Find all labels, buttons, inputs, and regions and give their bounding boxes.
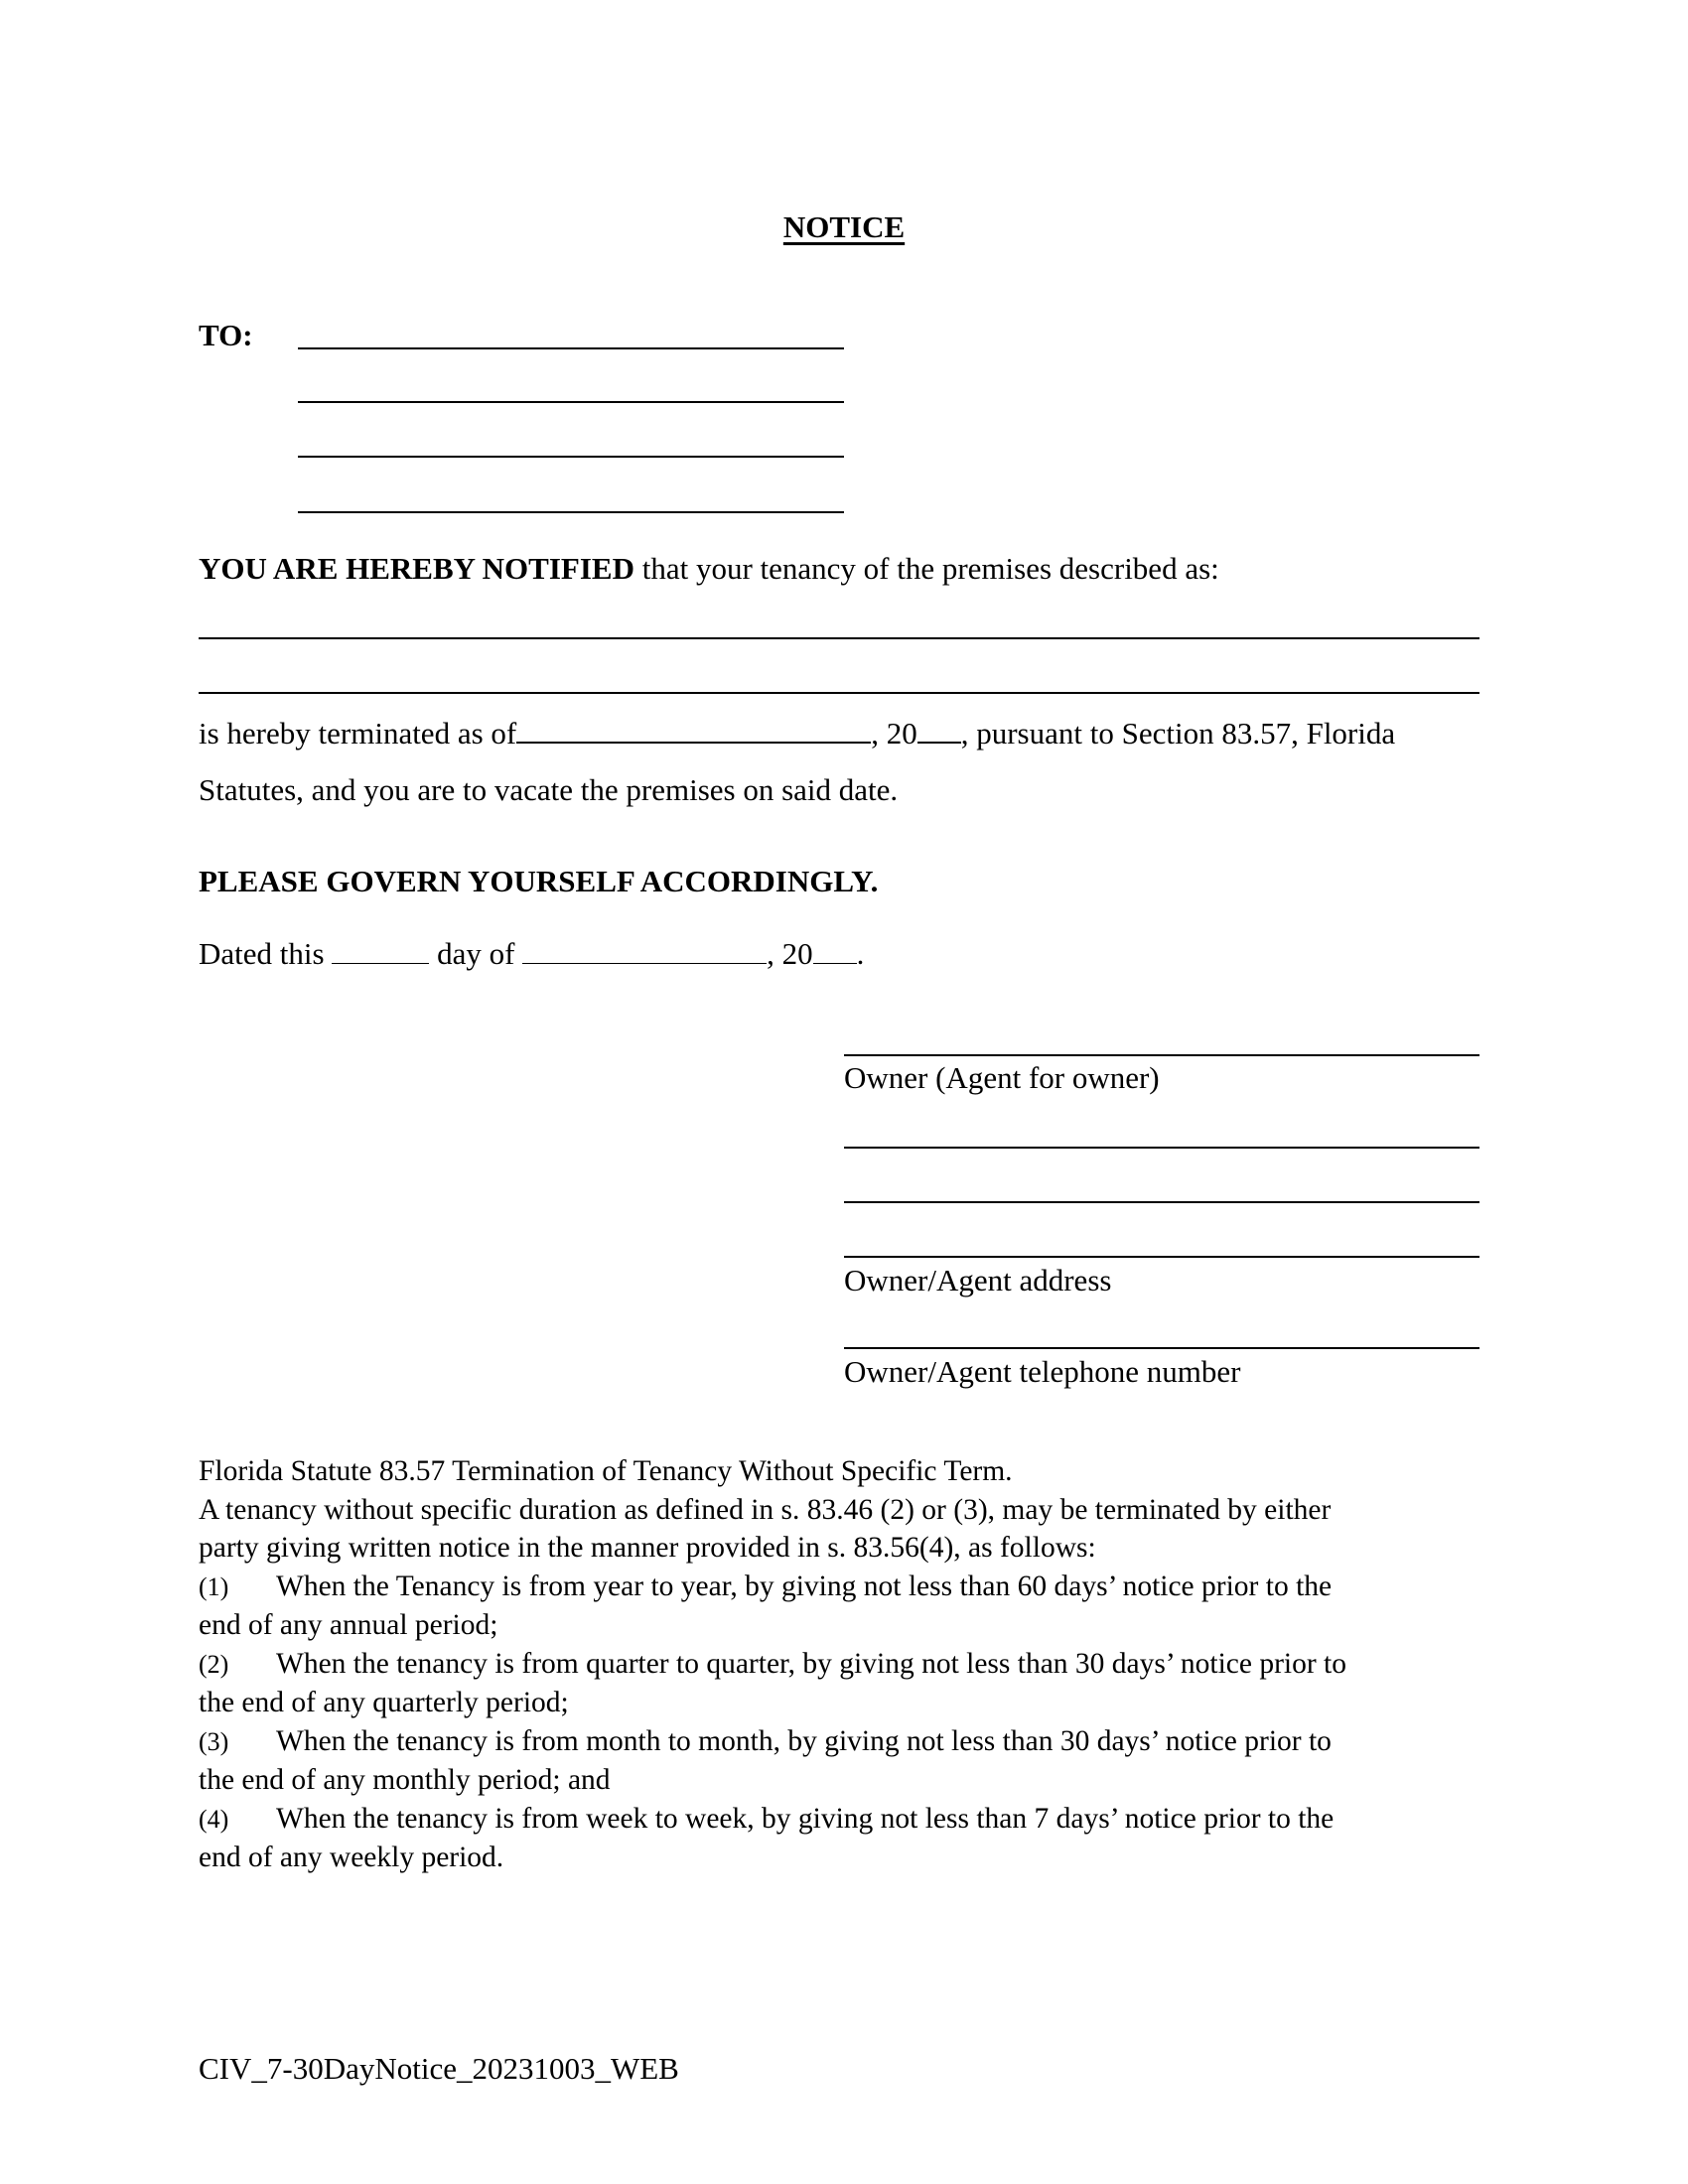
notified-bold: YOU ARE HEREBY NOTIFIED [199, 551, 634, 586]
dated-line [199, 934, 864, 974]
to-line-2[interactable] [298, 401, 844, 403]
dated-month-blank[interactable] [522, 937, 767, 964]
to-line-1[interactable] [298, 347, 844, 349]
termination-year-prefix: , 20 [871, 716, 917, 751]
statute-item-2-cont: the end of any quarterly period; [199, 1687, 569, 1718]
termination-sentence [199, 714, 1395, 753]
statute-item-number: (4) [199, 1804, 229, 1834]
statute-item-3-cont: the end of any monthly period; and [199, 1764, 611, 1796]
statute-item-4 [199, 1800, 1509, 1840]
to-line-3[interactable] [298, 456, 844, 458]
statute-item-2 [199, 1645, 1509, 1685]
address-label: Owner/Agent address [844, 1263, 1112, 1297]
notified-rest: that your tenancy of the premises described as: [633, 551, 1219, 586]
address-line-1[interactable] [844, 1147, 1479, 1149]
govern-heading: PLEASE GOVERN YOURSELF ACCORDINGLY. [199, 864, 879, 898]
statute-intro-2: party giving written notice in the manner provided in s. 83.56(4), as follows: [199, 1532, 1096, 1564]
statute-item-3 [199, 1722, 1509, 1762]
statute-item-text: When the Tenancy is from year to year, by giving not less than 60 days’ notice prior to the [276, 1570, 1333, 1602]
dated-end: . [856, 936, 865, 971]
statute-item-text: When the tenancy is from quarter to quarter, by giving not less than 30 days’ notice prior to [276, 1647, 1347, 1680]
statute-item-text: When the tenancy is from week to week, by giving not less than 7 days’ notice prior to the [276, 1802, 1335, 1835]
address-line-2[interactable] [844, 1201, 1479, 1203]
owner-label: Owner (Agent for owner) [844, 1060, 1160, 1095]
owner-signature-line[interactable] [844, 1054, 1479, 1056]
dated-year-blank[interactable] [813, 937, 857, 964]
phone-label: Owner/Agent telephone number [844, 1354, 1241, 1389]
page-title: NOTICE [782, 209, 906, 244]
statute-item-text: When the tenancy is from month to month, by giving not less than 30 days’ notice prior to [276, 1724, 1332, 1757]
termination-line-2: Statutes, and you are to vacate the premises on said date. [199, 772, 899, 807]
dated-day-of: day of [429, 936, 523, 971]
termination-date-blank[interactable] [516, 716, 871, 744]
statute-heading: Florida Statute 83.57 Termination of Tenancy Without Specific Term. [199, 1455, 1013, 1487]
to-label: TO: [199, 318, 253, 352]
dated-day-blank[interactable] [332, 937, 429, 964]
statute-item-number: (2) [199, 1649, 229, 1679]
statute-item-1-cont: end of any annual period; [199, 1609, 498, 1641]
statute-intro-1: A tenancy without specific duration as defined in s. 83.46 (2) or (3), may be terminated by either [199, 1493, 1332, 1526]
dated-year: , 20 [767, 936, 813, 971]
premises-line-1[interactable] [199, 637, 1479, 639]
termination-year-blank[interactable] [917, 716, 961, 744]
statute-item-number: (3) [199, 1726, 229, 1756]
phone-line[interactable] [844, 1347, 1479, 1349]
termination-suffix: , pursuant to Section 83.57, Florida [960, 716, 1396, 751]
form-code-footer: CIV_7-30DayNotice_20231003_WEB [199, 2051, 679, 2086]
premises-line-2[interactable] [199, 692, 1479, 694]
dated-prefix: Dated this [199, 936, 333, 971]
termination-prefix: is hereby terminated as of [199, 716, 517, 751]
statute-item-number: (1) [199, 1571, 229, 1601]
notified-sentence [199, 549, 1219, 589]
to-line-4[interactable] [298, 511, 844, 513]
address-line-3[interactable] [844, 1256, 1479, 1258]
statute-item-4-cont: end of any weekly period. [199, 1842, 504, 1873]
statute-item-1 [199, 1568, 1509, 1607]
statute-section [199, 1452, 1509, 1877]
